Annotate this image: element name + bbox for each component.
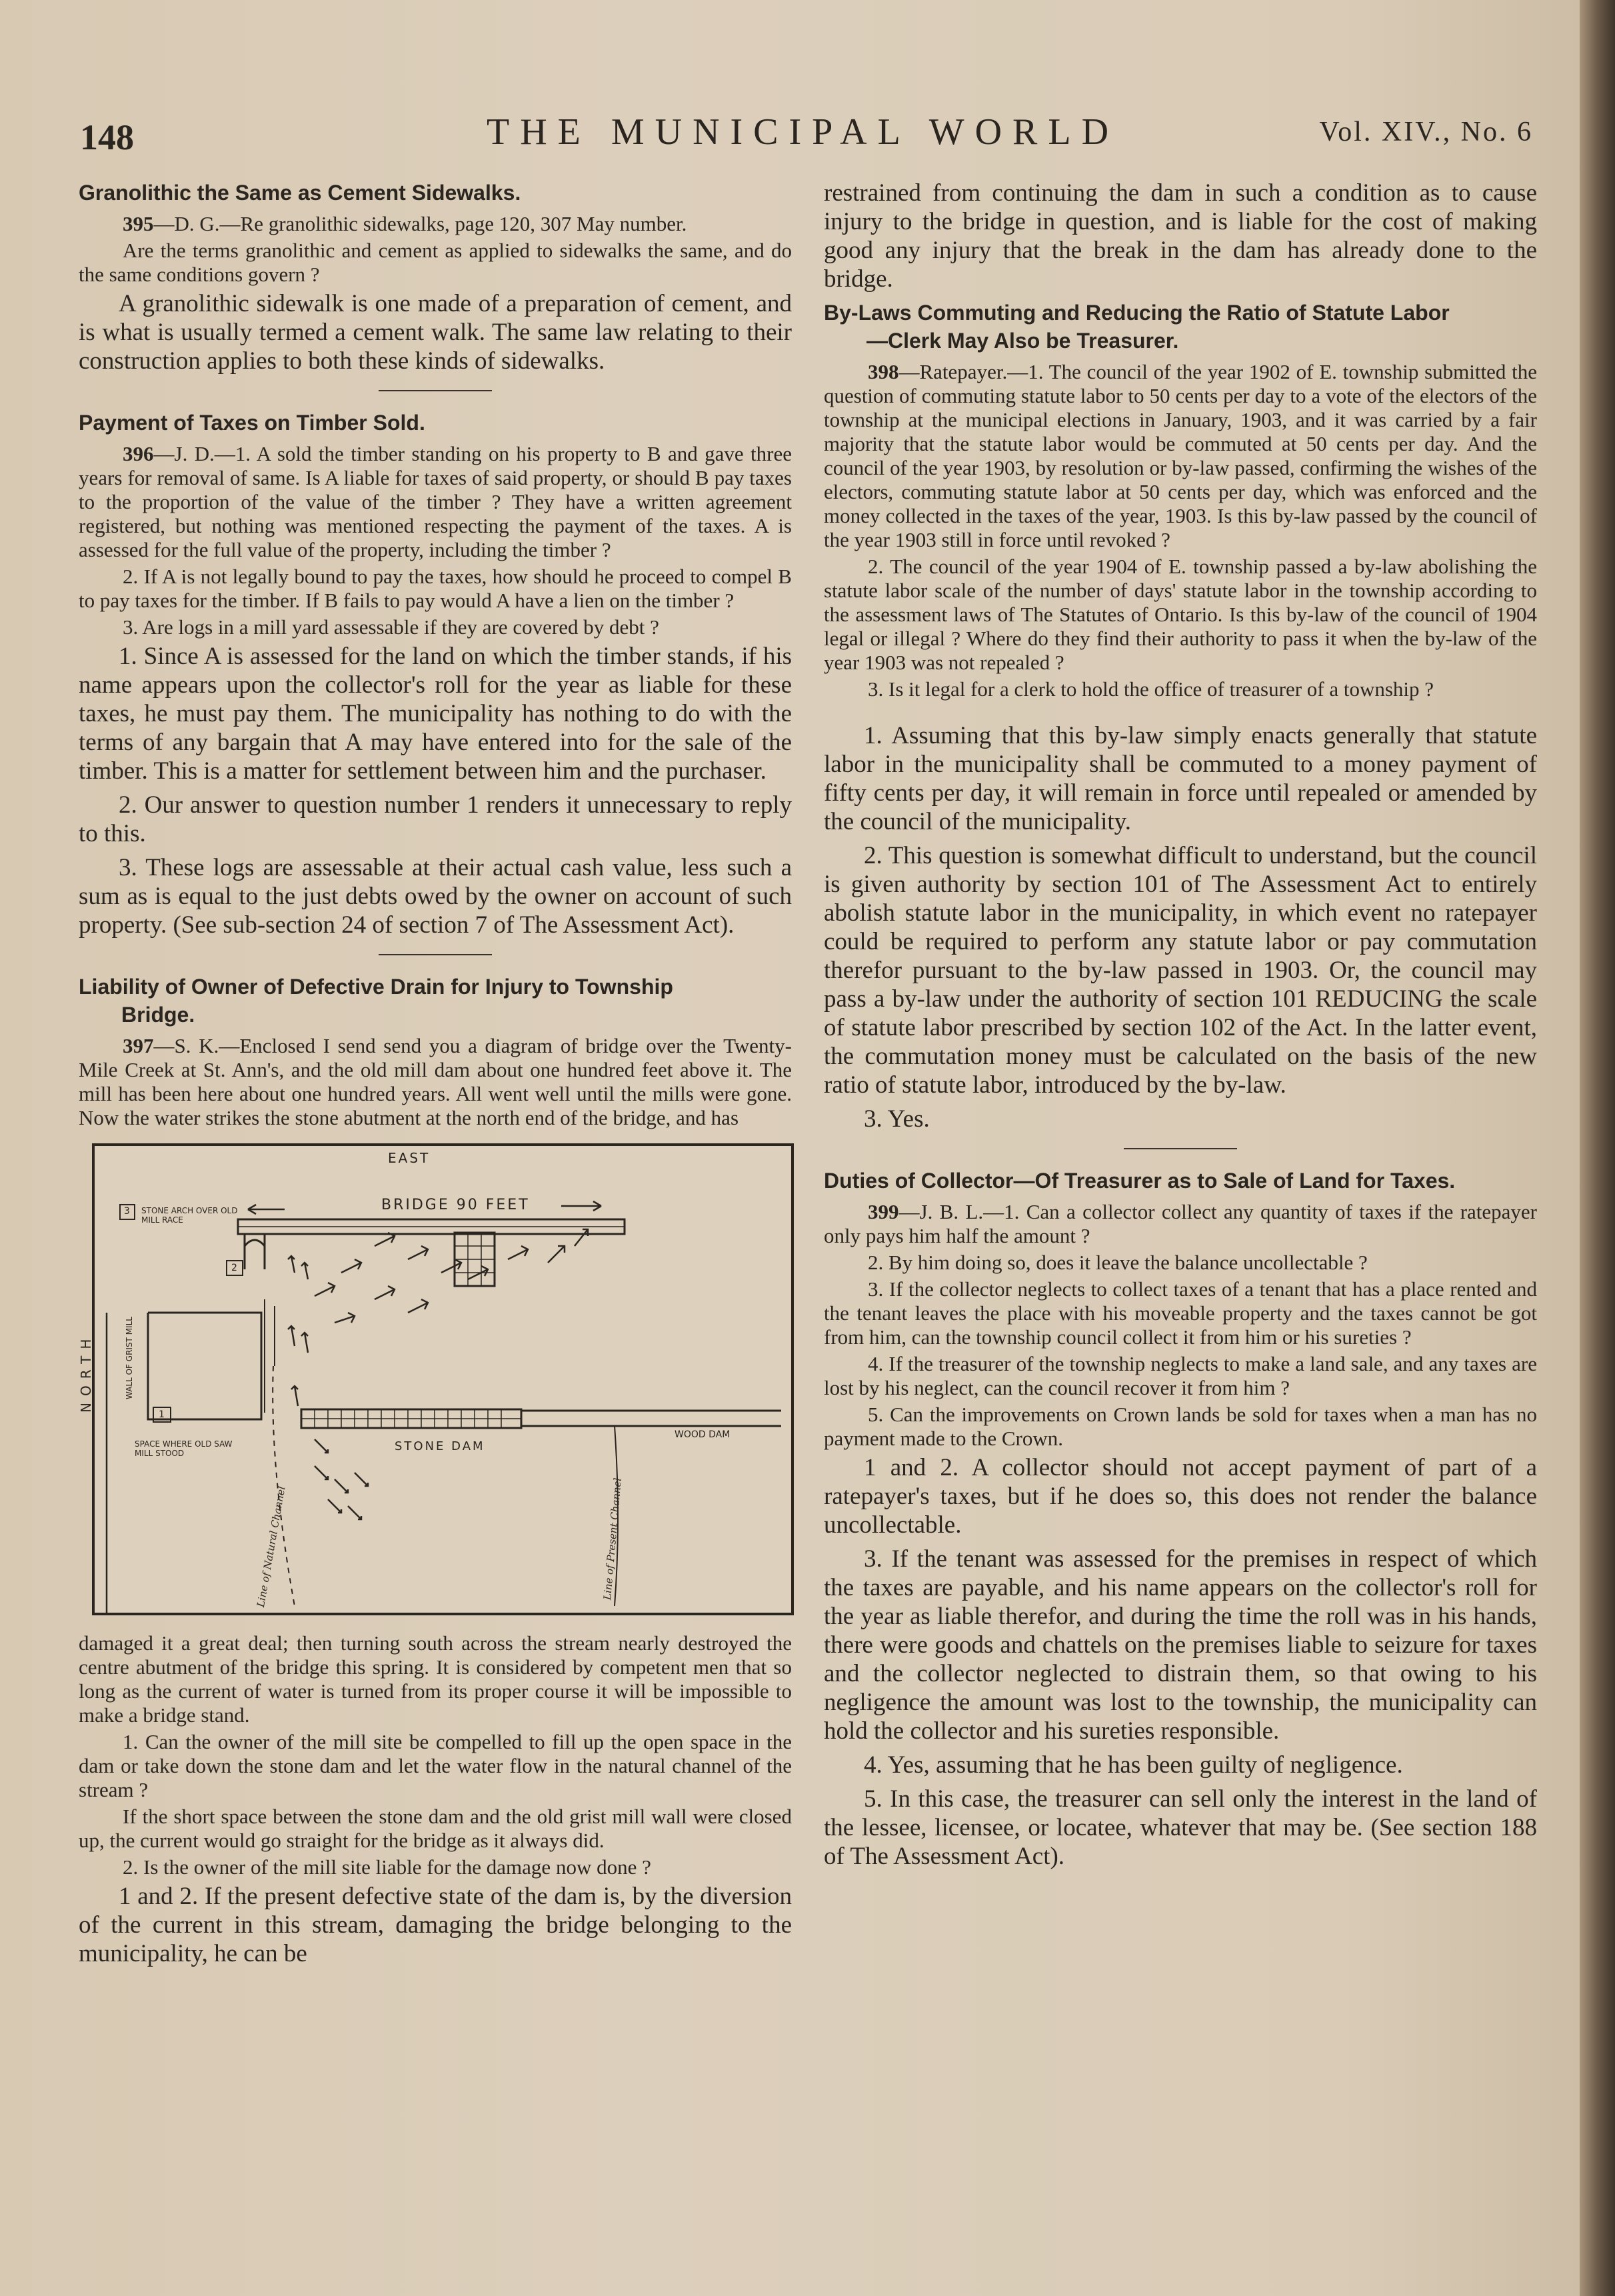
question-text: —S. K.—Enclosed I send send you a diagram of bridge over the Twenty-Mile Creek at St. Ann's, and the old mill dam about one hundred feet above it. The mill has been here about one hundred years. All went well until the mills were gone. Now the water strikes the stone abutment at the north end of the bridge, and has bbox=[79, 1034, 792, 1129]
question-397 bbox=[79, 1034, 792, 1130]
answer-396-1: 1. Since A is assessed for the land on which the timber stands, if his name appears upon the collector's roll for the year as liable for these taxes, he must pay them. The municipality has nothing to do with the terms of any bargain that A may have entered into for the sale of the timber. This is a matter for settlement between him and the purchaser. bbox=[79, 643, 792, 785]
query-number: 398 bbox=[868, 360, 899, 383]
query-number: 397 bbox=[123, 1034, 154, 1057]
question-398-2: 2. The council of the year 1904 of E. township passed a by-law abolishing the statute labor scale of the number of days' statute labor in the township according to the assessment laws of The Statutes of Ontario. Is this by-law of the council of 1904 legal or illegal ? Where do they find their authority to pass it when the by-law of the year 1903 was not repealed ? bbox=[824, 555, 1537, 674]
diagram-label-mill-wall: WALL OF GRIST MILL bbox=[125, 1317, 134, 1399]
question-text: —Ratepayer.—1. The council of the year 1902 of E. township submitted the question of commuting statute labor to 50 cents per day to a vote of the electors of the township at the municipal elections in January, 1903, and it was carried by a fair majority that the statute labor would be commuted at 50 cents per day. And the council of the year 1903, by resolution or by-law passed, confirming the wishes of the electors, commuting statute labor at 50 cents per day, which was enforced and the money collected in the taxes of the year, 1903. Is this by-law passed by the council of the year 1903 still in force until revoked ? bbox=[824, 360, 1537, 551]
section-divider bbox=[379, 954, 492, 955]
answer-399-4: 4. Yes, assuming that he has been guilty of negligence. bbox=[864, 1751, 1403, 1779]
question-398 bbox=[824, 360, 1537, 552]
diagram-label-stone-dam: STONE DAM bbox=[395, 1439, 485, 1453]
section-divider bbox=[1124, 1148, 1237, 1149]
answer-396-3: 3. These logs are assessable at their actual cash value, less such a sum as is equal to the just debts owed by the owner on account of such property. (See sub-section 24 of section 7 of The Assessment Act). bbox=[79, 854, 792, 939]
diagram-mark-1: 1 bbox=[159, 1409, 165, 1420]
heading-397-line2: Bridge. bbox=[121, 1003, 195, 1027]
diagram-label-natural-channel: Line of Natural Channel bbox=[255, 1485, 288, 1609]
heading-397 bbox=[79, 973, 792, 1029]
question-text: —J. B. L.—1. Can a collector collect any quantity of taxes if the ratepayer only pays him half the amount ? bbox=[824, 1200, 1537, 1247]
diagram-mark-3: 3 bbox=[124, 1206, 130, 1217]
question-395 bbox=[79, 212, 792, 236]
question-395-detail: Are the terms granolithic and cement as applied to sidewalks the same, and do the same conditions govern ? bbox=[79, 239, 792, 286]
book-spine-shadow bbox=[1580, 0, 1615, 2296]
answer-398-1: 1. Assuming that this by-law simply enacts generally that statute labor in the municipality shall be commuted to a money payment of fifty cents per day, it will remain in force until repealed or amended by the council of the municipality. bbox=[824, 722, 1537, 835]
spacer bbox=[824, 704, 1537, 721]
answer-399-5: 5. In this case, the treasurer can sell only the interest in the land of the lessee, licensee, or locatee, whatever that may be. (See section 188 of The Assessment Act). bbox=[824, 1785, 1537, 1870]
question-397-1: 1. Can the owner of the mill site be compelled to fill up the open space in the dam or take down the stone dam and let the water flow in the natural channel of the stream ? bbox=[79, 1730, 792, 1801]
answer-397-cont: restrained from continuing the dam in such a condition as to cause injury to the bridge in question, and is liable for the cost of making good any injury that the break in the dam has already done to the bridge. bbox=[824, 179, 1537, 293]
volume-label: Vol. XIV., No. 6 bbox=[1319, 117, 1533, 147]
publication-title: THE MUNICIPAL WORLD bbox=[487, 111, 1120, 153]
diagram-mark-2: 2 bbox=[231, 1263, 237, 1273]
question-396 bbox=[79, 442, 792, 562]
question-397-cont: damaged it a great deal; then turning south across the stream nearly destroyed the centre abutment of the bridge this spring. It is considered by competent men that so long as the current of water is turned from its proper course it will be impossible to make a bridge stand. bbox=[79, 1631, 792, 1727]
heading-398-line2: —Clerk May Also be Treasurer. bbox=[866, 329, 1179, 353]
heading-395: Granolithic the Same as Cement Sidewalks. bbox=[79, 181, 521, 205]
diagram-label-bridge: BRIDGE 90 FEET bbox=[381, 1197, 530, 1213]
question-399 bbox=[824, 1200, 1537, 1248]
query-number: 399 bbox=[868, 1200, 899, 1223]
question-396-3: 3. Are logs in a mill yard assessable if they are covered by debt ? bbox=[123, 615, 659, 639]
answer-399-3: 3. If the tenant was assessed for the premises in respect of which the taxes are payable, and his name appears on the collector's roll for the year as liable therefor, and during the time the roll was in his hands, there were goods and chattels on the premises liable to seizure for taxes and the collector neglected to distrain them, so that owing to his negligence the amount was lost to the township, the municipality can hold the collector and his sureties responsible. bbox=[824, 1545, 1537, 1745]
question-399-4: 4. If the treasurer of the township neglects to make a land sale, and any taxes are lost by his neglect, can the council recover it from him ? bbox=[824, 1352, 1537, 1399]
answer-396-2: 2. Our answer to question number 1 renders it unnecessary to reply to this. bbox=[79, 791, 792, 847]
page-number: 148 bbox=[80, 117, 134, 157]
right-column bbox=[824, 179, 1537, 1876]
query-number: 395 bbox=[123, 212, 154, 235]
diagram-label-east: EAST bbox=[388, 1150, 431, 1166]
diagram-label-north: NORTH bbox=[78, 1332, 94, 1413]
diagram-label-stone-arch: STONE ARCH OVER OLD MILL RACE bbox=[141, 1206, 238, 1225]
question-397-1b: If the short space between the stone dam and the old grist mill wall were closed up, the current would go straight for the bridge as it always did. bbox=[79, 1805, 792, 1852]
question-text: —J. D.—1. A sold the timber standing on his property to B and gave three years for removal of same. Is A liable for taxes of said property, or should B pay taxes to the proportion of the value of the timber ? They have a written agreement registered, but nothing was mentioned respecting the payment of the taxes. A is assessed for the full value of the property, including the timber ? bbox=[79, 442, 792, 561]
answer-398-2: 2. This question is somewhat difficult to understand, but the council is given authority by section 101 of The Assessment Act to entirely abolish statute labor in the municipality, in which event no ratepayer could be required to perform any statute labor or pay commutation therefor pursuant to the by-law passed in 1903. Or, the council may pass a by-law under the authority of section 101 REDUCING the scale of statute labor prescribed by section 102 of the Act. In the latter event, the commutation money must be calculated on the basis of the new ratio of statute labor, introduced by the by-law. bbox=[824, 842, 1537, 1099]
diagram-label-wood-dam: WOOD DAM bbox=[675, 1429, 731, 1440]
diagram-label-space: SPACE WHERE OLD SAW MILL STOOD bbox=[135, 1439, 233, 1458]
heading-397-line1: Liability of Owner of Defective Drain for Injury to Township bbox=[79, 975, 673, 999]
question-399-3: 3. If the collector neglects to collect taxes of a tenant that has a place rented and the tenant leaves the place with his moveable property and the taxes cannot be got from him, can the township council collect it from him or his sureties ? bbox=[824, 1277, 1537, 1349]
query-number: 396 bbox=[123, 442, 154, 465]
bridge-dam-diagram bbox=[78, 1143, 794, 1615]
heading-399: Duties of Collector—Of Treasurer as to Sale of Land for Taxes. bbox=[824, 1169, 1456, 1193]
question-399-5: 5. Can the improvements on Crown lands be sold for taxes when a man has no payment made to the Crown. bbox=[824, 1403, 1537, 1450]
question-398-3: 3. Is it legal for a clerk to hold the office of treasurer of a township ? bbox=[868, 677, 1434, 701]
page-header bbox=[80, 107, 1533, 167]
heading-396: Payment of Taxes on Timber Sold. bbox=[79, 411, 425, 435]
question-397-2: 2. Is the owner of the mill site liable for the damage now done ? bbox=[123, 1855, 651, 1879]
answer-398-3: 3. Yes. bbox=[864, 1105, 930, 1133]
heading-398-line1: By-Laws Commuting and Reducing the Ratio of Statute Labor bbox=[824, 301, 1450, 325]
answer-395: A granolithic sidewalk is one made of a preparation of cement, and is what is usually termed a cement walk. The same law relating to their construction applies to both these kinds of sidewalks. bbox=[79, 290, 792, 375]
question-text: —D. G.—Re granolithic sidewalks, page 120, 307 May number. bbox=[153, 212, 687, 235]
question-396-2: 2. If A is not legally bound to pay the taxes, how should he proceed to compel B to pay taxes for the timber. If B fails to pay would A have a lien on the timber ? bbox=[79, 565, 792, 612]
left-column bbox=[79, 179, 792, 1973]
answer-399-1-2: 1 and 2. A collector should not accept payment of part of a ratepayer's taxes, but if he does so, this does not render the balance uncollectable. bbox=[824, 1454, 1537, 1539]
question-399-2: 2. By him doing so, does it leave the balance uncollectable ? bbox=[868, 1251, 1368, 1274]
diagram-label-present-channel: Line of Present Channel bbox=[601, 1477, 624, 1601]
answer-397: 1 and 2. If the present defective state of the dam is, by the diversion of the current in this stream, damaging the bridge belonging to the municipality, he can be bbox=[79, 1883, 792, 1967]
section-divider bbox=[379, 390, 492, 391]
heading-398 bbox=[824, 299, 1537, 355]
